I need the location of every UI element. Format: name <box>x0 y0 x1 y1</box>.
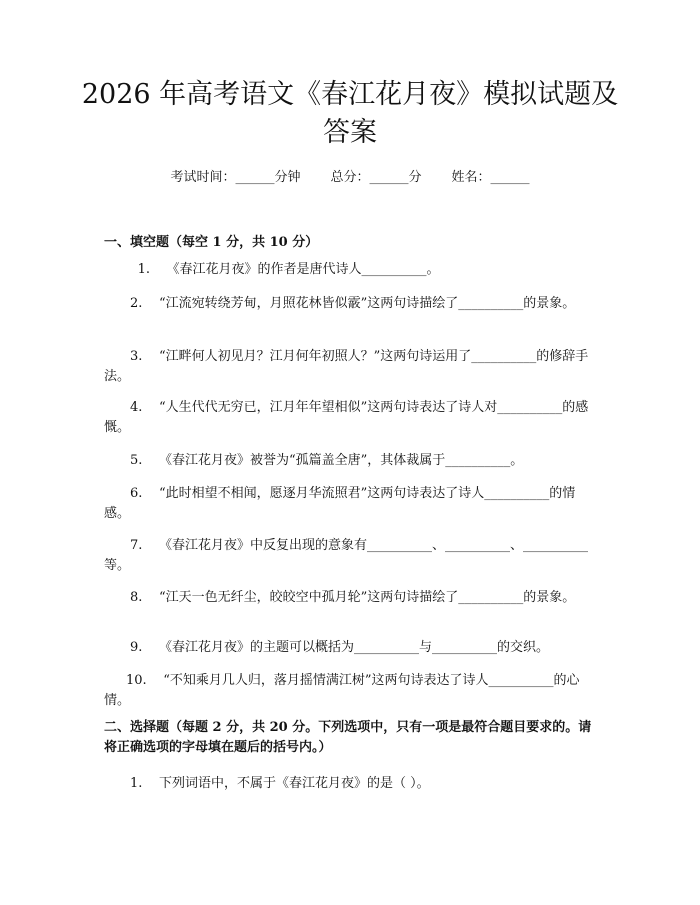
question-number: 9. <box>130 640 143 655</box>
question-text: “人生代代无穷已，江月年年望相似”这两句诗表达了诗人对__________的感慨。 <box>104 400 589 435</box>
question-number: 2. <box>130 296 143 311</box>
choice-question-1 <box>104 774 598 794</box>
title-line-1: 2026 年高考语文《春江花月夜》模拟试题及 <box>81 79 619 110</box>
document-title <box>70 76 630 152</box>
question-text: 《春江花月夜》的作者是唐代诗人__________。 <box>166 262 440 277</box>
question-number: 6. <box>130 486 143 501</box>
question-text: 《春江花月夜》中反复出现的意象有__________、__________、__________等。 <box>104 538 588 573</box>
question-text: 下列词语中，不属于《春江花月夜》的是（ ）。 <box>158 776 430 791</box>
question-text: “江流宛转绕芳甸，月照花林皆似霰”这两句诗描绘了__________的景象。 <box>158 296 576 311</box>
question-number: 7. <box>130 538 143 553</box>
section-2-heading: 二、选择题（每题 2 分，共 20 分。下列选项中，只有一项是最符合题目要求的。请将正确选项的字母填在题后的括号内。） <box>104 720 592 755</box>
fill-blank-question-9 <box>104 638 598 658</box>
exam-time-label: 考试时间：______分钟 <box>170 170 301 185</box>
total-score-label: 总分：______分 <box>330 170 422 185</box>
question-text: “不知乘月几人归，落月摇情满江树”这两句诗表达了诗人__________的心情。 <box>104 673 580 708</box>
question-text: “江天一色无纤尘，皎皎空中孤月轮”这两句诗描绘了__________的景象。 <box>158 590 576 605</box>
fill-blank-question-8 <box>104 588 598 608</box>
section-1-heading: 一、填空题（每空 1 分，共 10 分） <box>104 235 319 250</box>
fill-blank-question-4 <box>104 398 598 438</box>
fill-blank-question-1 <box>104 260 598 280</box>
question-number: 1. <box>130 776 143 791</box>
title-line-2: 答案 <box>323 117 377 148</box>
fill-blank-question-3 <box>104 347 598 387</box>
fill-blank-question-2 <box>104 294 598 314</box>
fill-blank-question-7 <box>104 536 598 576</box>
question-number: 5. <box>130 453 143 468</box>
question-number: 1. <box>137 262 150 277</box>
question-text: “江畔何人初见月？江月何年初照人？”这两句诗运用了__________的修辞手法。 <box>104 349 589 384</box>
question-text: 《春江花月夜》被誉为“孤篇盖全唐”，其体裁属于__________。 <box>158 453 524 468</box>
question-number: 3. <box>130 349 143 364</box>
fill-blank-question-5 <box>104 451 598 471</box>
question-number: 4. <box>130 400 143 415</box>
exam-info-line <box>0 168 700 188</box>
student-name-label: 姓名：______ <box>451 170 530 185</box>
question-text: 《春江花月夜》的主题可以概括为__________与__________的交织。 <box>158 640 549 655</box>
question-number: 10. <box>126 673 147 688</box>
fill-blank-question-10 <box>104 671 598 711</box>
fill-blank-question-6 <box>104 484 598 524</box>
question-number: 8. <box>130 590 143 605</box>
question-text: “此时相望不相闻，愿逐月华流照君”这两句诗表达了诗人__________的情感。 <box>104 486 576 521</box>
